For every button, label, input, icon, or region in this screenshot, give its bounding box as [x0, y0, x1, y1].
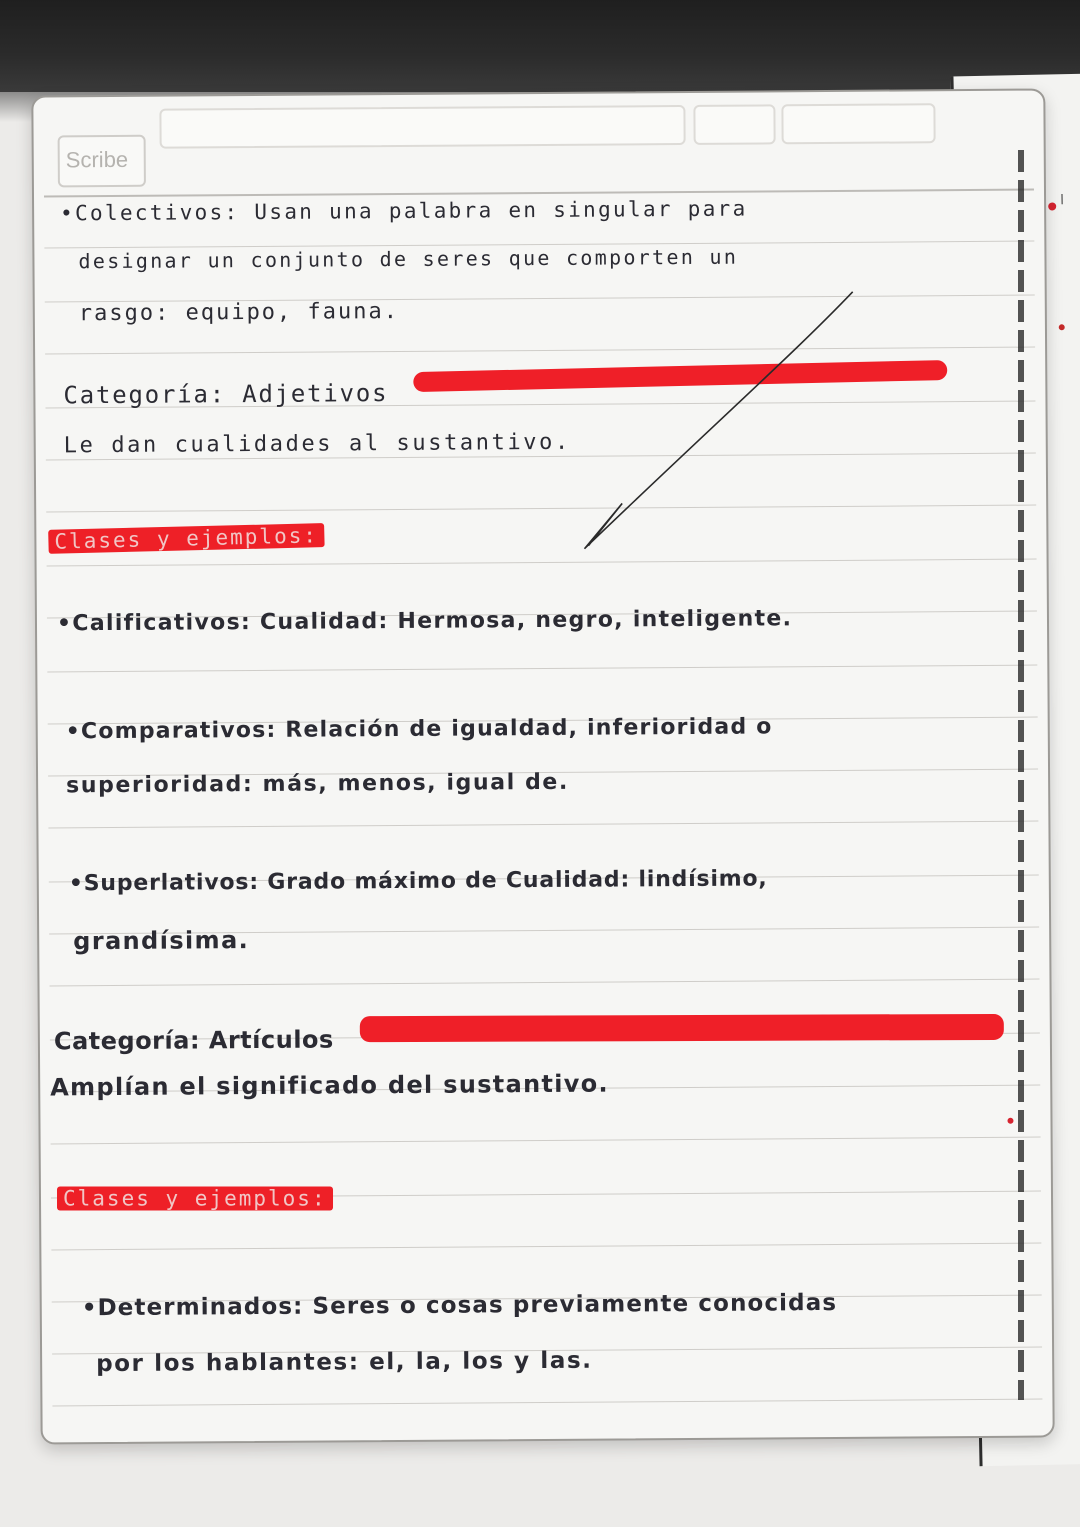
red-dot: [1007, 1118, 1013, 1124]
notebook-page: [31, 88, 1054, 1444]
bullet-dot: [1059, 324, 1065, 330]
comparativos-line-2: superioridad: más, menos, igual de.: [66, 769, 569, 799]
header-field-extra-2: [781, 103, 935, 144]
clases-ejemplos-label-1: Clases y ejemplos:: [48, 523, 324, 554]
articulos-heading: Categoría: Artículos: [53, 1025, 334, 1056]
colectivos-line-1: •Colectivos: Usan una palabra en singular para: [60, 196, 748, 226]
rule-line: [51, 1243, 1041, 1251]
superlativos-line-2: grandísima.: [73, 926, 250, 956]
header-field-date: [159, 105, 685, 149]
superlativos-line-1: •Superlativos: Grado máximo de Cualidad: lindísimo,: [68, 866, 768, 897]
dark-background-top: [0, 0, 1080, 92]
colectivos-line-2: designar un conjunto de seres que comporten un: [78, 244, 739, 274]
spiral-binding: [1018, 150, 1024, 1400]
rule-line: [48, 821, 1038, 829]
adjetivos-heading: Categoría: Adjetivos: [63, 379, 389, 410]
calificativos-line: •Calificativos: Cualidad: Hermosa, negro, inteligente.: [56, 606, 793, 637]
highlight-stroke-adjetivos: [413, 360, 947, 392]
comparativos-line-1: •Comparativos: Relación de igualdad, inferioridad o: [65, 714, 773, 745]
scribe-logo: Scribe: [65, 146, 129, 173]
determinados-line-2: por los hablantes: el, la, los y las.: [96, 1347, 593, 1378]
articulos-description: Amplían el significado del sustantivo.: [50, 1069, 609, 1102]
bullet-dot: [1048, 202, 1056, 210]
determinados-line-1: •Determinados: Seres o cosas previamente conocidas: [81, 1289, 838, 1322]
colectivos-line-3: rasgo: equipo, fauna.: [78, 298, 400, 327]
rule-line: [52, 1399, 1042, 1407]
rule-line: [47, 559, 1037, 567]
pen-scribble: [33, 90, 1052, 1442]
rule-line: [51, 1137, 1041, 1145]
adjetivos-description: Le dan cualidades al sustantivo.: [63, 429, 571, 459]
rule-line: [47, 665, 1037, 673]
scribe-logo-box: [58, 135, 146, 188]
header-field-extra-1: [693, 104, 775, 145]
rule-line: [50, 979, 1040, 987]
rule-line: [46, 505, 1036, 513]
highlight-stroke-articulos: [360, 1014, 1004, 1042]
partial-glyph: I: [1059, 192, 1065, 209]
rule-line: [45, 347, 1035, 355]
rule-line: [44, 189, 1034, 198]
clases-ejemplos-label-2: Clases y ejemplos:: [57, 1186, 333, 1210]
